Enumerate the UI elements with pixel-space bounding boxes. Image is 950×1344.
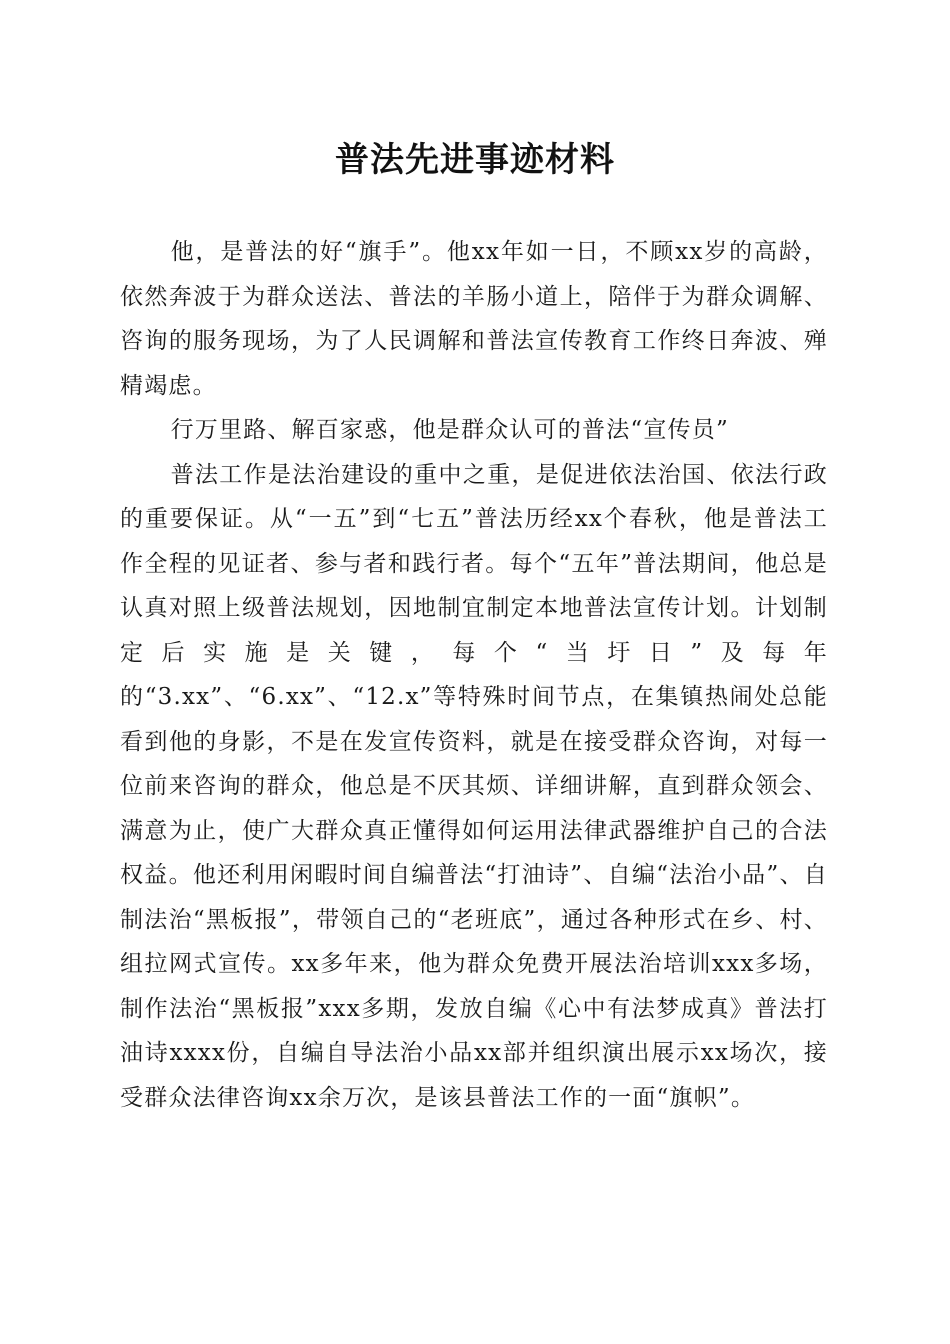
paragraph-main: 普法工作是法治建设的重中之重，是促进依法治国、依法行政的重要保证。从“一五”到“七五”普法历经xx个春秋，他是普法工作全程的见证者、参与者和践行者。每个“五年”普法期间，他总是认真对照上级普法规划，因地制宜制定本地普法宣传计划。计划制定后实施是关键，每个“当圩日”及每年的“3.xx”、“6.xx”、“12.x”等特殊时间节点，在集镇热闹处总能看到他的身影，不是在发宣传资料，就是在接受群众咨询，对每一位前来咨询的群众，他总是不厌其烦、详细讲解，直到群众领会、满意为止，使广大群众真正懂得如何运用法律武器维护自己的合法权益。他还利用闲暇时间自编普法“打油诗”、自编“法治小品”、自制法治“黑板报”，带领自己的“老班底”，通过各种形式在乡、村、组拉网式宣传。xx多年来，他为群众免费开展法治培训xxx多场，制作法治“黑板报”xxx多期，发放自编《心中有法梦成真》普法打油诗xxxx份，自编自导法治小品xx部并组织演出展示xx场次，接受群众法律咨询xx余万次，是该县普法工作的一面“旗帜”。 <box>120 461 828 1111</box>
document-title: 普法先进事迹材料 <box>335 140 615 180</box>
paragraph-intro: 他，是普法的好“旗手”。他xx年如一日，不顾xx岁的高龄，依然奔波于为群众送法、普法的羊肠小道上，陪伴于为群众调解、咨询的服务现场，为了人民调解和普法宣传教育工作终日奔波、殚精竭虑。 <box>120 239 828 399</box>
document-body <box>120 230 828 1120</box>
paragraph-subheading: 行万里路、解百家惑，他是群众认可的普法“宣传员” <box>170 417 729 443</box>
